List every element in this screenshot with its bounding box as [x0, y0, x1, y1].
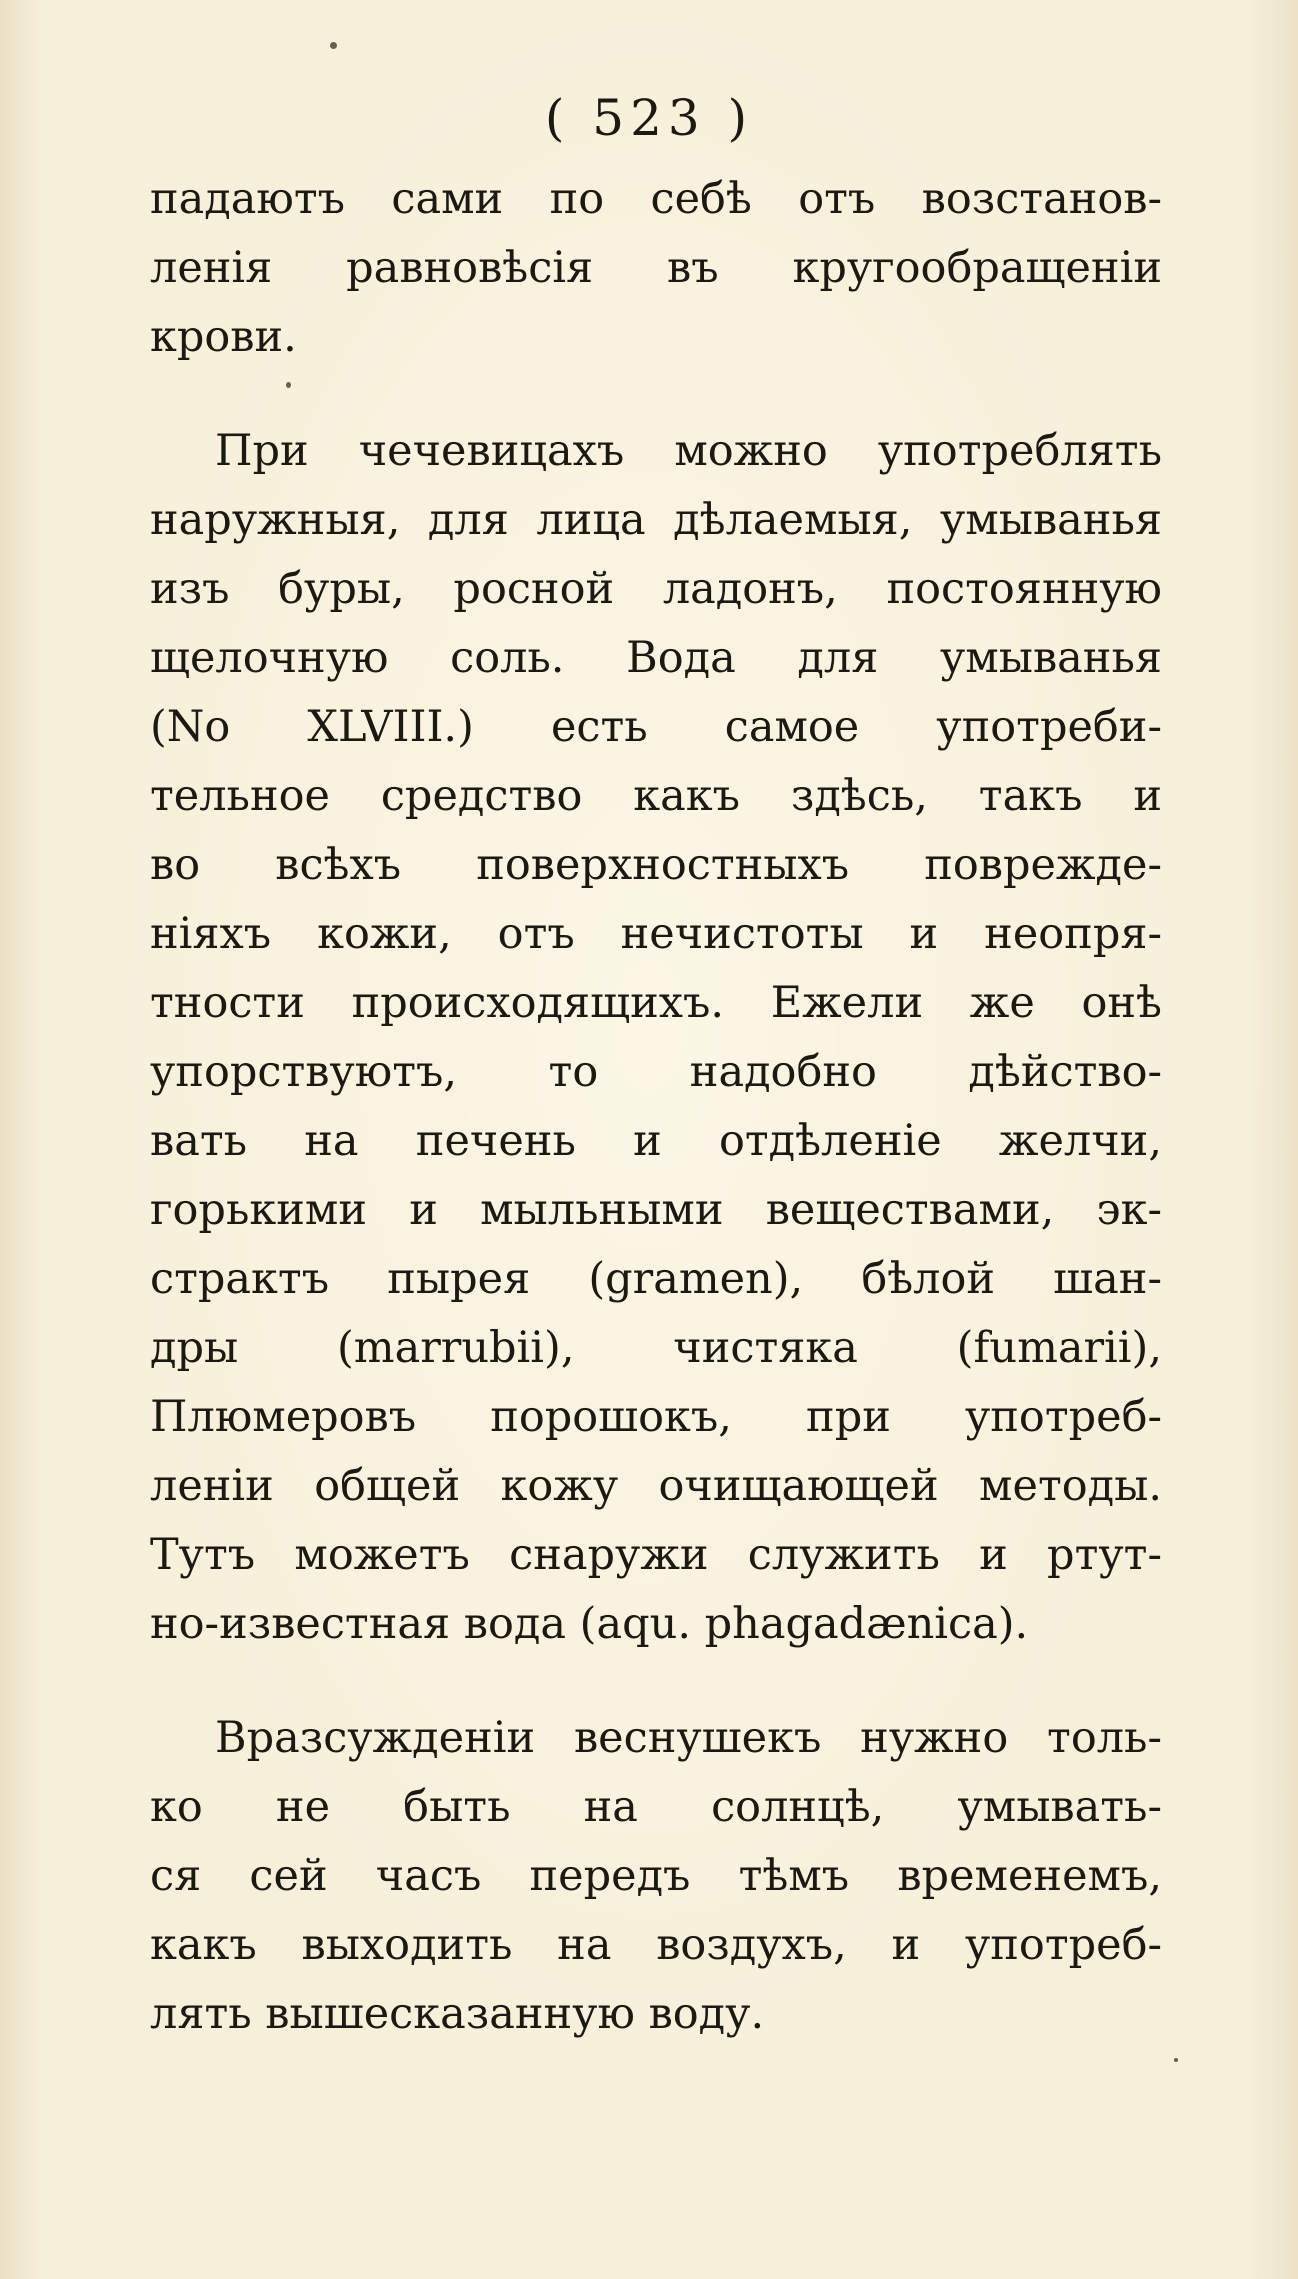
ink-speck: [286, 382, 291, 388]
text-line: ніяхъ кожи, отъ нечистоты и неопря-: [150, 909, 1162, 959]
text-line: вать на печень и отдѣленіе желчи,: [150, 1116, 1162, 1166]
text-line: дры (marrubii), чистяка (fumarii),: [150, 1323, 1162, 1373]
body-text: [150, 165, 1162, 2049]
paragraph-3: [150, 1704, 1162, 2049]
text-line: (No XLVIII.) есть самое употреби-: [150, 702, 1162, 752]
ink-speck: [330, 42, 337, 49]
text-line: упорствуютъ, то надобно дѣйство-: [150, 1047, 1162, 1097]
page-number: ( 523 ): [544, 89, 754, 147]
text-line: Плюмеровъ порошокъ, при употреб-: [150, 1392, 1162, 1442]
text-line: горькими и мыльными веществами, эк-: [150, 1185, 1162, 1235]
text-line: Тутъ можетъ снаружи служить и ртут-: [150, 1530, 1162, 1580]
ink-speck: [1174, 2058, 1178, 2062]
text-line: какъ выходить на воздухъ, и употреб-: [150, 1920, 1162, 1970]
text-line: во всѣхъ поверхностныхъ поврежде-: [150, 840, 1162, 890]
text-line: крови.: [150, 312, 297, 362]
text-line: леніи общей кожу очищающей методы.: [150, 1461, 1162, 1511]
text-line: страктъ пырея (gramen), бѣлой шан-: [150, 1254, 1162, 1304]
text-line: ко не быть на солнцѣ, умывать-: [150, 1782, 1162, 1832]
text-line: ленія равновѣсія въ кругообращеніи: [150, 243, 1162, 293]
text-line: падаютъ сами по себѣ отъ возстанов-: [150, 174, 1162, 224]
text-line: Вразсужденіи веснушекъ нужно толь-: [215, 1713, 1162, 1763]
text-line: но-известная вода (aqu. phagadænica).: [150, 1599, 1029, 1649]
text-line: При чечевицахъ можно употреблять: [215, 426, 1162, 476]
paragraph-1: [150, 165, 1162, 372]
paragraph-2: [150, 417, 1162, 1659]
text-line: тельное средство какъ здѣсь, такъ и: [150, 771, 1162, 821]
text-line: тности происходящихъ. Ежели же онѣ: [150, 978, 1162, 1028]
text-line: лять вышесказанную воду.: [150, 1989, 765, 2039]
text-line: изъ буры, росной ладонъ, постоянную: [150, 564, 1162, 614]
text-line: ся сей часъ передъ тѣмъ временемъ,: [150, 1851, 1162, 1901]
text-line: наружныя, для лица дѣлаемыя, умыванья: [150, 495, 1162, 545]
text-line: щелочную соль. Вода для умыванья: [150, 633, 1162, 683]
